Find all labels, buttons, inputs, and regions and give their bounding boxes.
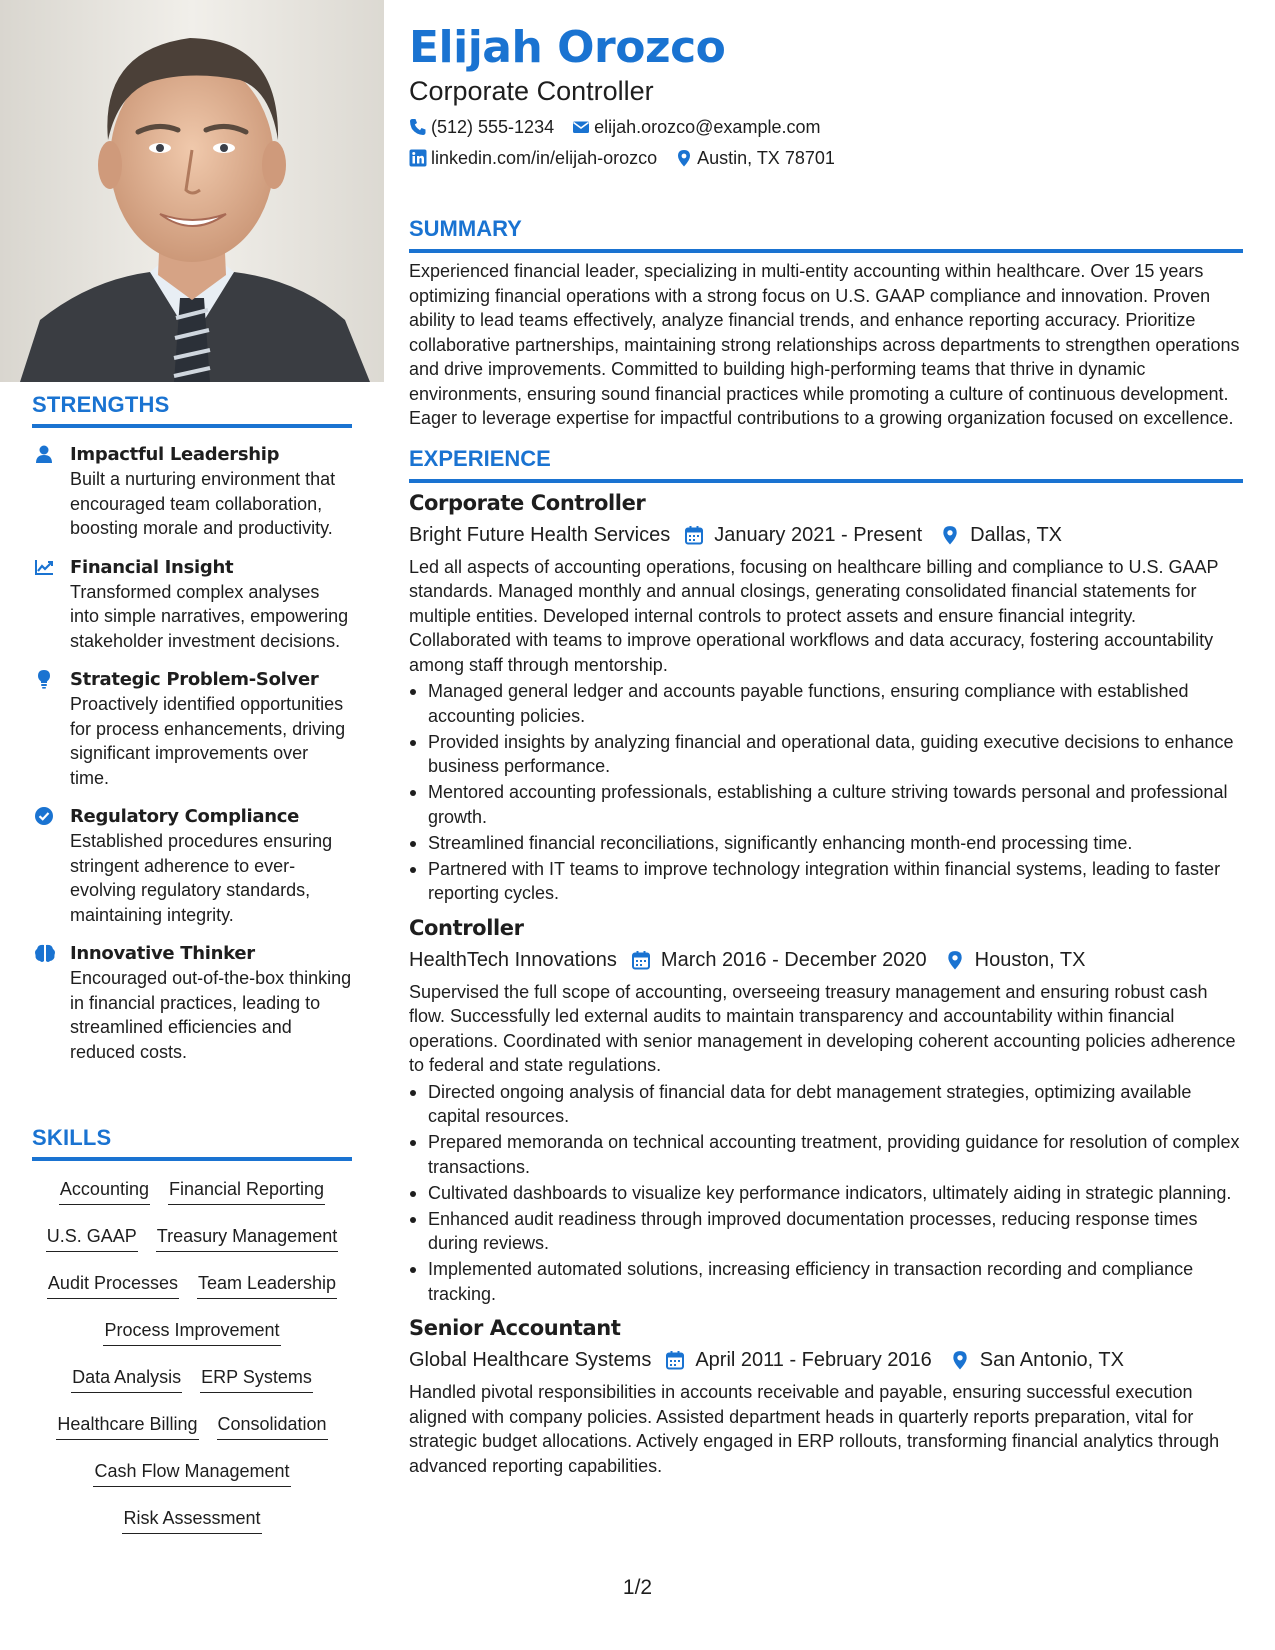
summary-rule xyxy=(409,249,1243,253)
strengths-title: STRENGTHS xyxy=(32,392,170,417)
job-title: Controller xyxy=(409,915,524,940)
job-dates: January 2021 - Present xyxy=(714,523,923,546)
calendar-icon xyxy=(631,950,651,970)
contact-row xyxy=(409,115,1243,139)
strength-title: Regulatory Compliance xyxy=(70,806,300,827)
envelope-icon xyxy=(572,118,590,136)
main-content xyxy=(409,22,1243,1478)
list-item: Prepared memoranda on technical accounting treatment, providing guidance for resolution of complex transactions. xyxy=(409,1130,1243,1179)
skills-title: SKILLS xyxy=(32,1125,112,1150)
job-bullets xyxy=(409,679,1243,906)
linkedin-contact[interactable] xyxy=(409,146,657,170)
job-location: Dallas, TX xyxy=(970,523,1063,546)
strengths-section xyxy=(32,392,352,1064)
job-entry xyxy=(409,1314,1243,1478)
skill-tag: Process Improvement xyxy=(103,1318,280,1346)
experience-rule xyxy=(409,479,1243,483)
map-pin-icon xyxy=(940,525,960,545)
job-entry xyxy=(409,914,1243,1307)
strength-item xyxy=(32,805,352,927)
job-meta xyxy=(409,521,1243,549)
phone-contact[interactable] xyxy=(409,115,554,139)
map-pin-icon xyxy=(675,149,693,167)
skill-tag: Cash Flow Management xyxy=(93,1459,290,1487)
job-entry xyxy=(409,489,1243,906)
lightbulb-icon xyxy=(34,669,56,691)
list-item: Managed general ledger and accounts payable functions, ensuring compliance with established accounting policies. xyxy=(409,679,1243,728)
skill-tag: Treasury Management xyxy=(156,1224,338,1252)
profile-photo xyxy=(0,0,384,382)
experience-title: EXPERIENCE xyxy=(409,445,551,471)
strength-desc: Proactively identified opportunities for process enhancements, driving significant improvements over time. xyxy=(70,694,346,788)
linkedin-text: linkedin.com/in/elijah-orozco xyxy=(431,148,658,168)
strength-item xyxy=(32,668,352,790)
job-company: HealthTech Innovations xyxy=(409,948,617,971)
skill-tag: U.S. GAAP xyxy=(46,1224,138,1252)
skills-rule xyxy=(32,1157,352,1161)
summary-text: Experienced financial leader, specializing in multi-entity accounting within healthcare. Over 15 years optimizing financial operations with a strong focus on U.S. GAAP compliance and innovation. Proven ability to lead teams effectively, analyze financial trends, and enhance reporting accuracy. Prioritize collaborative partnerships, maintaining strong relationships across departments to strengthen operations and drive improvements. Committed to building high-performing teams that thrive in dynamic environments, ensuring sound financial practices while promoting a culture of continuous development. Eager to leverage expertise for impactful contributions to a growing organization focused on excellence. xyxy=(409,261,1240,428)
summary-section xyxy=(409,215,1243,431)
chart-line-icon xyxy=(34,557,56,579)
job-title: Corporate Controller xyxy=(409,490,646,515)
user-icon xyxy=(34,444,56,466)
job-summary: Handled pivotal responsibilities in accounts receivable and payable, ensuring successful execution aligned with company policies. Assisted department heads in quarterly reports preparation, vital for strategic budget allocations. Actively engaged in ERP rollouts, transforming financial analytics through advanced reporting capabilities. xyxy=(409,1382,1220,1476)
strength-desc: Encouraged out-of-the-box thinking in financial practices, leading to streamlined efficiencies and reduced costs. xyxy=(70,968,352,1062)
check-circle-icon xyxy=(34,806,56,828)
job-title: Senior Accountant xyxy=(409,1316,621,1340)
skill-tag: Team Leadership xyxy=(197,1271,337,1299)
page-number: 1/2 xyxy=(622,1576,653,1599)
calendar-icon xyxy=(665,1350,685,1370)
strengths-rule xyxy=(32,424,352,428)
job-company: Global Healthcare Systems xyxy=(409,1349,652,1371)
job-summary: Led all aspects of accounting operations, focusing on healthcare billing and compliance to U.S. GAAP standards. Managed monthly and annual closings, generating consolidated financial statements for multiple entities. Developed internal controls to protect assets and ensure financial integrity. Collaborated with teams to improve operational workflows and data accuracy, fostering accountability among staff through mentorship. xyxy=(409,556,1219,675)
skill-tag: Financial Reporting xyxy=(168,1177,325,1205)
skill-tag: Consolidation xyxy=(217,1412,328,1440)
linkedin-icon xyxy=(409,149,427,167)
strength-title: Impactful Leadership xyxy=(70,444,280,465)
list-item: Partnered with IT teams to improve technology integration within financial systems, leading to faster reporting cycles. xyxy=(409,857,1243,906)
strength-desc: Built a nurturing environment that encouraged team collaboration, boosting morale and productivity. xyxy=(70,469,336,538)
skill-tag: Healthcare Billing xyxy=(56,1412,198,1440)
strength-item xyxy=(32,556,352,654)
list-item: Mentored accounting professionals, establishing a culture striving towards personal and professional growth. xyxy=(409,780,1243,829)
list-item: Directed ongoing analysis of financial data for debt management strategies, optimizing available capital resources. xyxy=(409,1080,1243,1129)
skill-tag: Accounting xyxy=(59,1177,150,1205)
strength-desc: Established procedures ensuring stringent adherence to ever-evolving regulatory standards, maintaining integrity. xyxy=(70,831,333,925)
list-item: Enhanced audit readiness through improved documentation processes, reducing response times during reviews. xyxy=(409,1207,1243,1256)
skill-tag: Audit Processes xyxy=(47,1271,179,1299)
email-contact[interactable] xyxy=(572,115,820,139)
job-company: Bright Future Health Services xyxy=(409,523,671,546)
candidate-role: Corporate Controller xyxy=(409,76,654,106)
skills-section xyxy=(32,1125,352,1534)
skill-tag: Data Analysis xyxy=(71,1365,182,1393)
skill-tag: Risk Assessment xyxy=(122,1506,261,1534)
job-dates: April 2011 - February 2016 xyxy=(695,1349,932,1371)
list-item: Streamlined financial reconciliations, significantly enhancing month-end processing time. xyxy=(409,831,1243,856)
skill-tag: ERP Systems xyxy=(200,1365,313,1393)
experience-section xyxy=(409,445,1243,1479)
strength-title: Strategic Problem-Solver xyxy=(70,669,319,690)
sidebar xyxy=(0,0,384,1650)
strength-item xyxy=(32,942,352,1064)
map-pin-icon xyxy=(945,950,965,970)
phone-text: (512) 555-1234 xyxy=(431,117,555,137)
location-contact xyxy=(675,146,835,170)
job-dates: March 2016 - December 2020 xyxy=(660,948,927,971)
strength-item xyxy=(32,443,352,541)
summary-title: SUMMARY xyxy=(409,216,522,241)
strength-title: Financial Insight xyxy=(70,556,234,578)
phone-icon xyxy=(409,118,427,136)
job-summary: Supervised the full scope of accounting, overseeing treasury management and ensuring robust cash flow. Successfully led external audits to maintain transparency and accountability within financial operations. Coordinated with senior management in developing coherent accounting policies adherence to federal and state regulations. xyxy=(409,981,1236,1075)
job-location: Houston, TX xyxy=(974,948,1086,971)
strength-title: Innovative Thinker xyxy=(70,943,255,964)
list-item: Cultivated dashboards to visualize key performance indicators, ultimately aiding in strategic planning. xyxy=(409,1181,1243,1206)
contact-row xyxy=(409,146,1243,170)
brain-icon xyxy=(34,943,56,965)
strength-desc: Transformed complex analyses into simple narratives, empowering stakeholder investment decisions. xyxy=(70,581,349,651)
location-text: Austin, TX 78701 xyxy=(697,148,835,168)
job-location: San Antonio, TX xyxy=(979,1349,1124,1371)
job-bullets xyxy=(409,1080,1243,1307)
list-item: Implemented automated solutions, increasing efficiency in transaction recording and compliance tracking. xyxy=(409,1257,1243,1306)
job-meta xyxy=(409,946,1243,974)
list-item: Provided insights by analyzing financial and operational data, guiding executive decisions to enhance business performance. xyxy=(409,730,1243,779)
map-pin-icon xyxy=(950,1350,970,1370)
skills-list xyxy=(32,1177,352,1534)
job-meta xyxy=(409,1346,1243,1374)
candidate-name: Elijah Orozco xyxy=(409,22,726,73)
calendar-icon xyxy=(684,525,704,545)
email-text: elijah.orozco@example.com xyxy=(594,117,821,137)
